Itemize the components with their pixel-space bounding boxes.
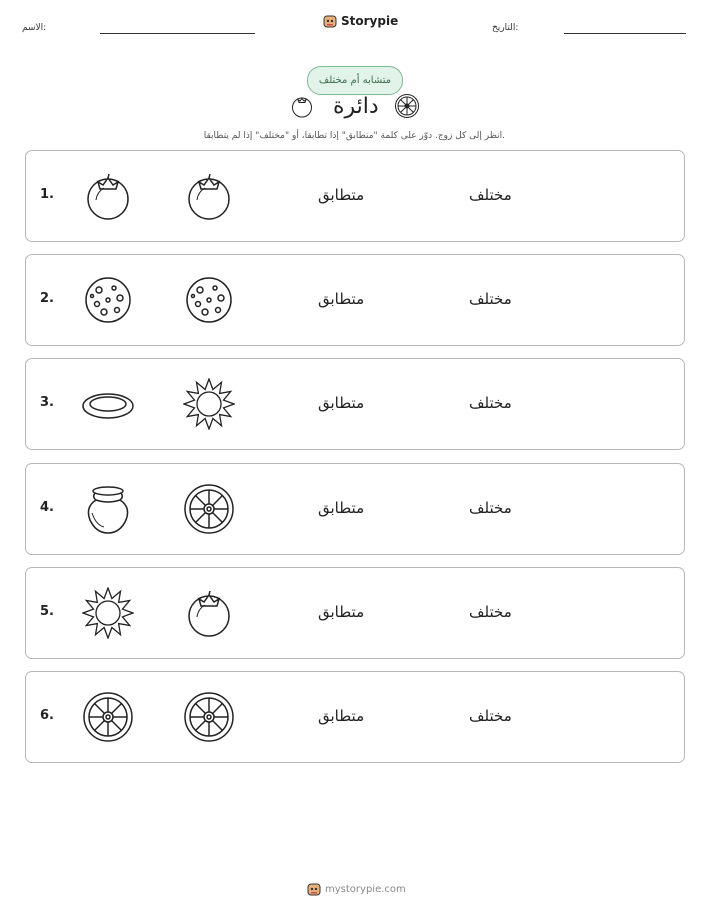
page-title: دائرة — [333, 94, 379, 119]
row-number: 3. — [40, 395, 54, 410]
row-number: 2. — [40, 291, 54, 306]
tomato-icon — [183, 587, 235, 639]
wheel-icon — [82, 691, 134, 743]
different-word-option[interactable]: مختلف — [469, 499, 512, 517]
title-wheel-icon — [394, 93, 420, 119]
pair-row — [25, 150, 685, 242]
pair-row — [25, 254, 685, 346]
brand-name: Storypie — [341, 14, 399, 28]
row-number: 4. — [40, 500, 54, 515]
match-word-option[interactable]: متطابق — [318, 499, 365, 517]
date-label: التاريخ: — [492, 23, 519, 33]
match-word-option[interactable]: متطابق — [318, 603, 365, 621]
match-word-option[interactable]: متطابق — [318, 290, 365, 308]
pair-row — [25, 671, 685, 763]
pair-row — [25, 463, 685, 555]
different-word-option[interactable]: مختلف — [469, 186, 512, 204]
instructions: انظر إلى كل زوج. دوّر على كلمة "متطابق" إذا تطابقا، أو "مختلف" إذا لم يتطابقا. — [203, 131, 505, 141]
different-word-option[interactable]: مختلف — [469, 290, 512, 308]
sun-icon — [183, 378, 235, 430]
cookie-icon — [183, 274, 235, 326]
footer — [307, 882, 406, 896]
pair-row — [25, 567, 685, 659]
pair-row — [25, 358, 685, 450]
match-word-option[interactable]: متطابق — [318, 707, 365, 725]
wheel-icon — [183, 483, 235, 535]
brand — [323, 14, 398, 28]
match-word-option[interactable]: متطابق — [318, 186, 365, 204]
footer-mascot-icon — [307, 882, 321, 896]
row-number: 1. — [40, 187, 54, 202]
match-word-option[interactable]: متطابق — [318, 394, 365, 412]
date-line[interactable] — [564, 33, 686, 34]
name-line[interactable] — [100, 33, 255, 34]
title-tomato-icon — [289, 93, 315, 119]
row-number: 5. — [40, 604, 54, 619]
cookie-icon — [82, 274, 134, 326]
different-word-option[interactable]: مختلف — [469, 394, 512, 412]
row-number: 6. — [40, 708, 54, 723]
different-word-option[interactable]: مختلف — [469, 707, 512, 725]
sun-icon — [82, 587, 134, 639]
tomato-icon — [183, 170, 235, 222]
activity-badge: متشابه أم مختلف — [307, 66, 403, 95]
mascot-icon — [323, 14, 337, 28]
pot-icon — [82, 483, 134, 535]
different-word-option[interactable]: مختلف — [469, 603, 512, 621]
tomato-icon — [82, 170, 134, 222]
wheel-icon — [183, 691, 235, 743]
plate-icon — [82, 378, 134, 430]
footer-url: mystorypie.com — [325, 883, 406, 895]
name-label: الاسم: — [22, 23, 47, 33]
